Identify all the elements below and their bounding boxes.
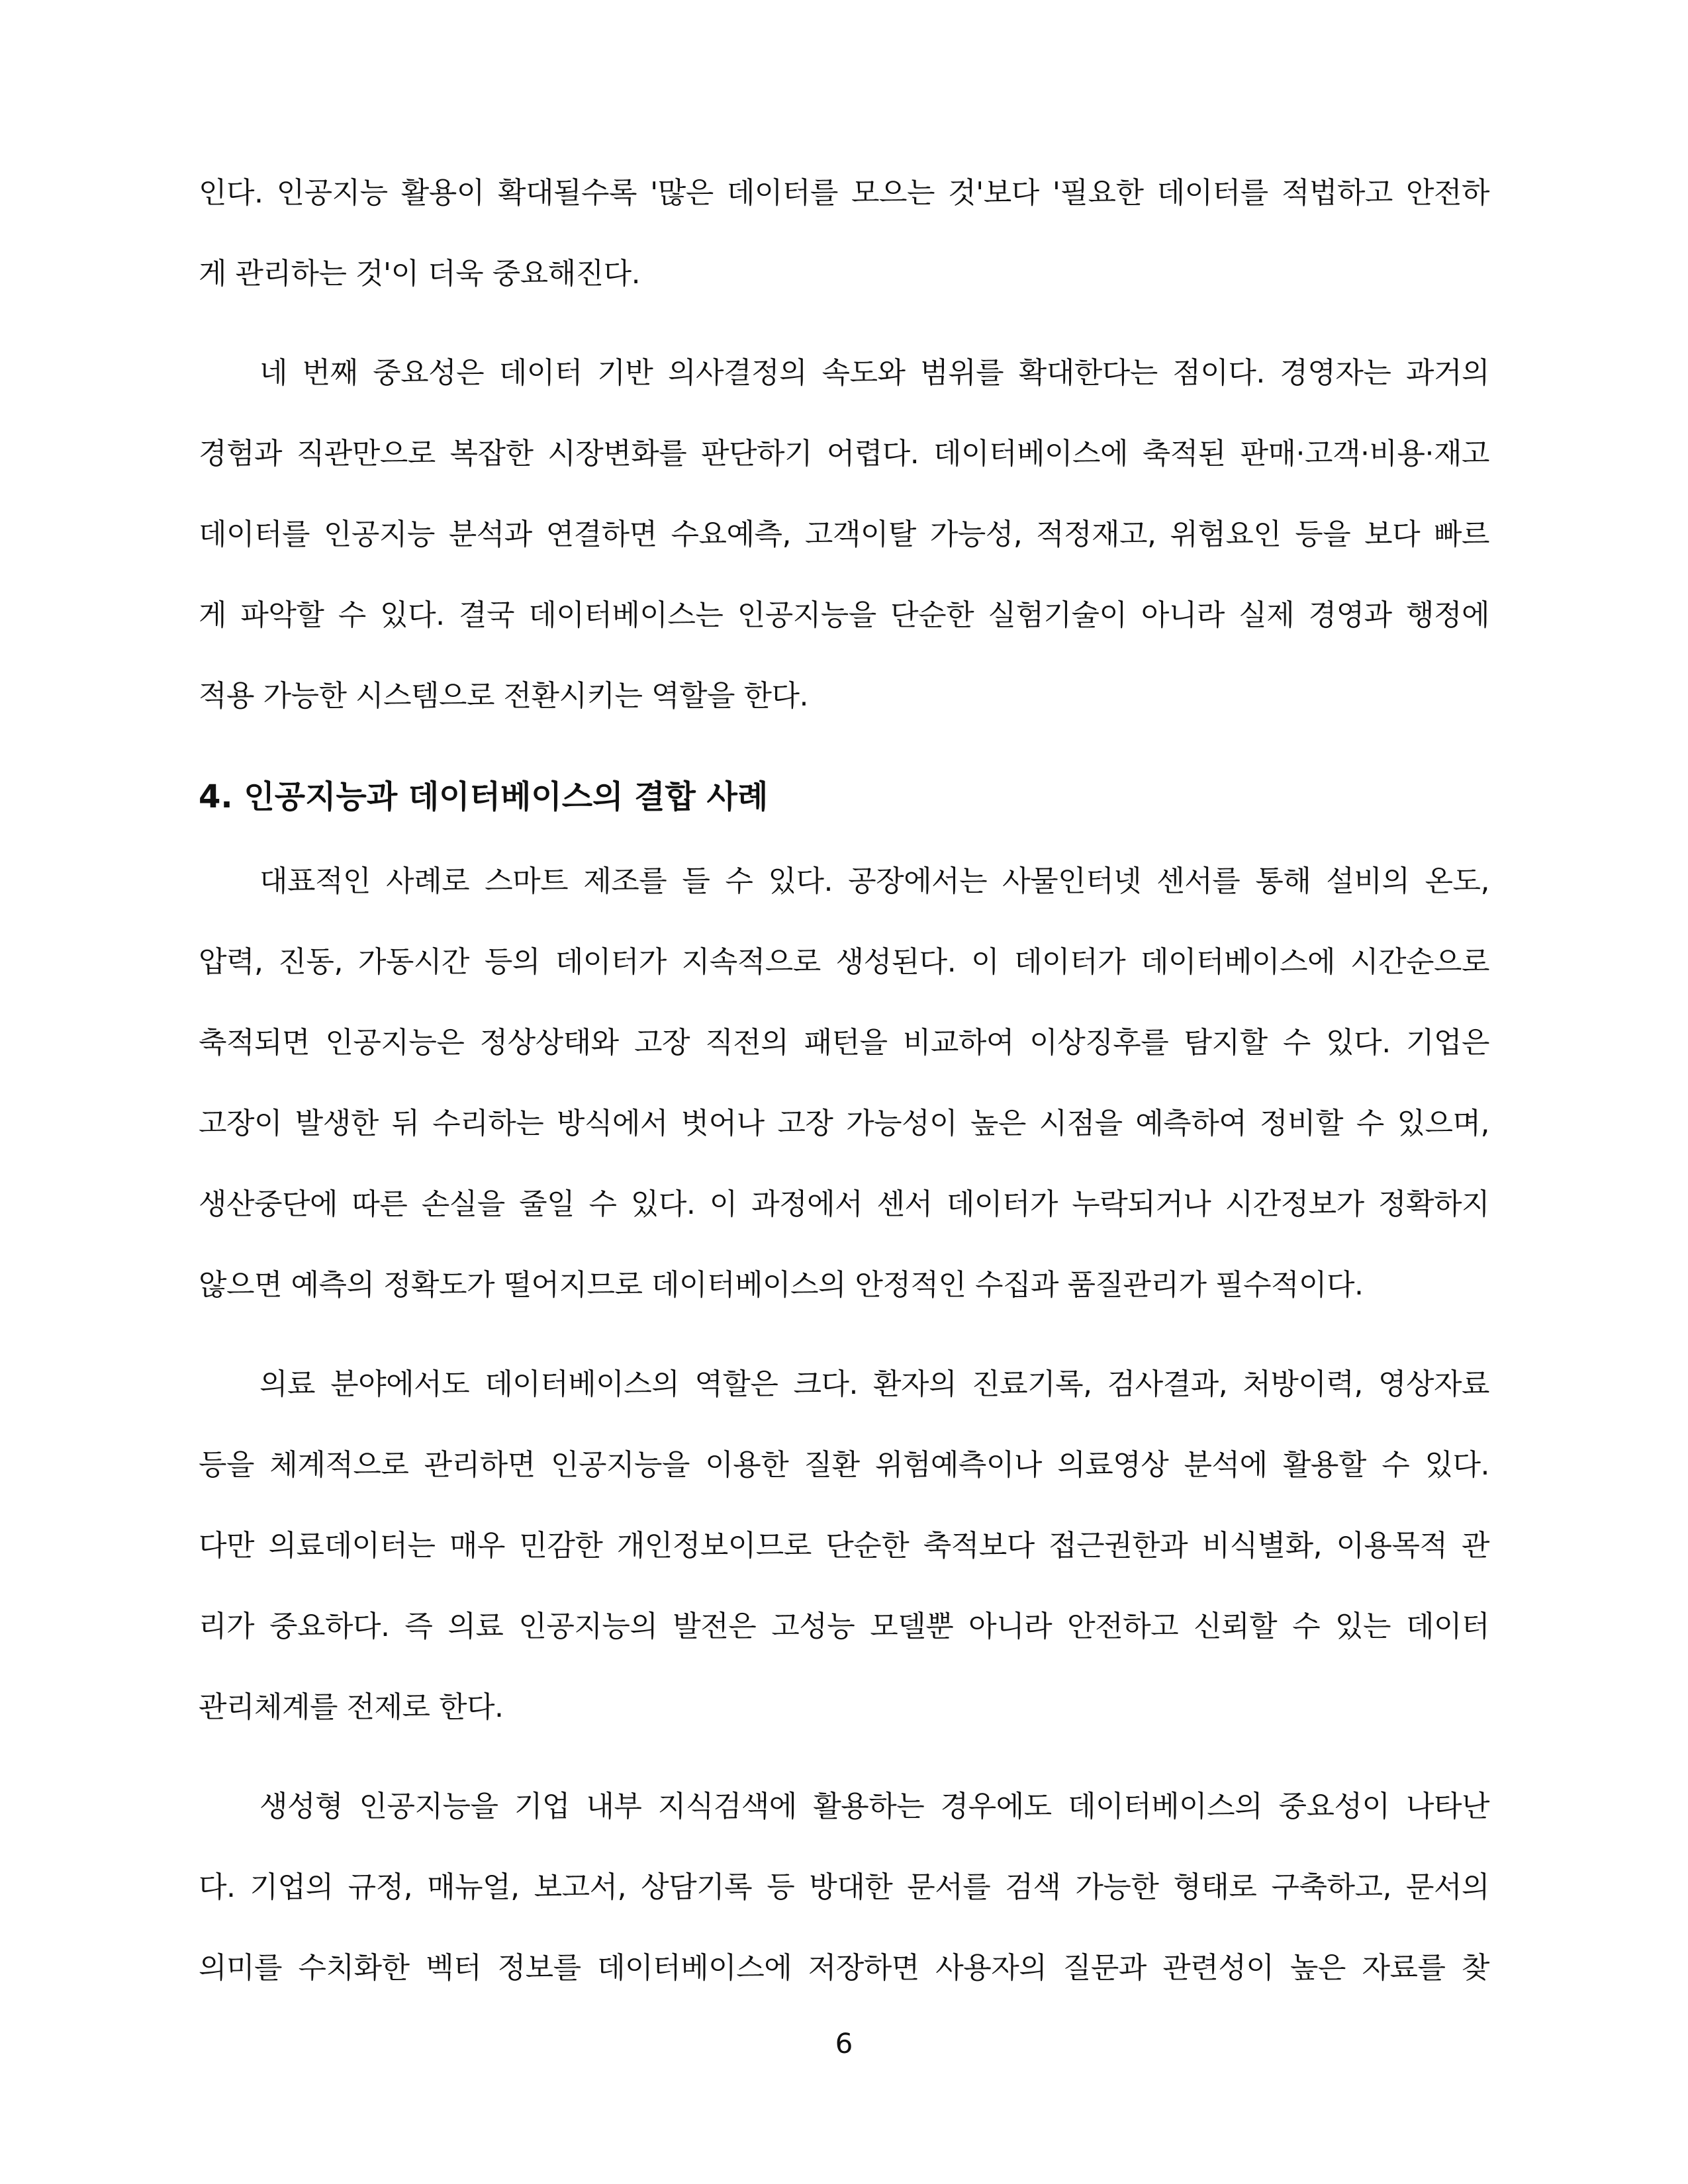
paragraph-2-line-2: 경험과 직관만으로 복잡한 시장변화를 판단하기 어렵다. 데이터베이스에 축적된 판매·고객·비용·재고 (199, 437, 1489, 471)
paragraph-3-line-4: 고장이 발생한 뒤 수리하는 방식에서 벗어나 고장 가능성이 높은 시점을 예측하여 정비할 수 있으며, (199, 1107, 1489, 1140)
paragraph-4-line-4: 리가 중요하다. 즉 의료 인공지능의 발전은 고성능 모델뿐 아니라 안전하고 신뢰할 수 있는 데이터 (199, 1610, 1489, 1643)
paragraph-2-line-3: 데이터를 인공지능 분석과 연결하면 수요예측, 고객이탈 가능성, 적정재고, 위험요인 등을 보다 빠르 (199, 518, 1489, 551)
paragraph-5-line-1: 생성형 인공지능을 기업 내부 지식검색에 활용하는 경우에도 데이터베이스의 중요성이 나타난 (259, 1790, 1489, 1823)
paragraph-2-line-5: 적용 가능한 시스템으로 전환시키는 역할을 한다. (199, 679, 808, 713)
paragraph-4-line-5: 관리체계를 전제로 한다. (199, 1690, 504, 1724)
paragraph-2-line-4: 게 파악할 수 있다. 결국 데이터베이스는 인공지능을 단순한 실험기술이 아니라 실제 경영과 행정에 (199, 598, 1489, 632)
section-heading: 4. 인공지능과 데이터베이스의 결합 사례 (199, 778, 769, 815)
paragraph-2-line-1: 네 번째 중요성은 데이터 기반 의사결정의 속도와 범위를 확대한다는 점이다. 경영자는 과거의 (259, 356, 1489, 390)
paragraph-3-line-1: 대표적인 사례로 스마트 제조를 들 수 있다. 공장에서는 사물인터넷 센서를 통해 설비의 온도, (259, 864, 1490, 898)
paragraph-3-line-3: 축적되면 인공지능은 정상상태와 고장 직전의 패턴을 비교하여 이상징후를 탐지할 수 있다. 기업은 (199, 1026, 1489, 1060)
paragraph-1-line-2: 게 관리하는 것'이 더욱 중요해진다. (199, 257, 641, 291)
paragraph-3-line-6: 않으면 예측의 정확도가 떨어지므로 데이터베이스의 안정적인 수집과 품질관리가 필수적이다. (199, 1268, 1364, 1302)
paragraph-4-line-3: 다만 의료데이터는 매우 민감한 개인정보이므로 단순한 축적보다 접근권한과 비식별화, 이용목적 관 (199, 1529, 1489, 1563)
paragraph-5-line-2: 다. 기업의 규정, 매뉴얼, 보고서, 상담기록 등 방대한 문서를 검색 가능한 형태로 구축하고, 문서의 (199, 1870, 1489, 1904)
paragraph-4-line-2: 등을 체계적으로 관리하면 인공지능을 이용한 질환 위험예측이나 의료영상 분석에 활용할 수 있다. (199, 1448, 1489, 1482)
paragraph-3-line-2: 압력, 진동, 가동시간 등의 데이터가 지속적으로 생성된다. 이 데이터가 데이터베이스에 시간순으로 (199, 945, 1489, 979)
paragraph-5-line-3: 의미를 수치화한 벡터 정보를 데이터베이스에 저장하면 사용자의 질문과 관련성이 높은 자료를 찾 (199, 1951, 1489, 1985)
paragraph-3-line-5: 생산중단에 따른 손실을 줄일 수 있다. 이 과정에서 센서 데이터가 누락되거나 시간정보가 정확하지 (199, 1187, 1489, 1221)
page-number: 6 (835, 2027, 853, 2060)
paragraph-1-line-1: 인다. 인공지능 활용이 확대될수록 '많은 데이터를 모으는 것'보다 '필요한 데이터를 적법하고 안전하 (199, 176, 1489, 210)
paragraph-4-line-1: 의료 분야에서도 데이터베이스의 역할은 크다. 환자의 진료기록, 검사결과, 처방이력, 영상자료 (259, 1367, 1489, 1401)
